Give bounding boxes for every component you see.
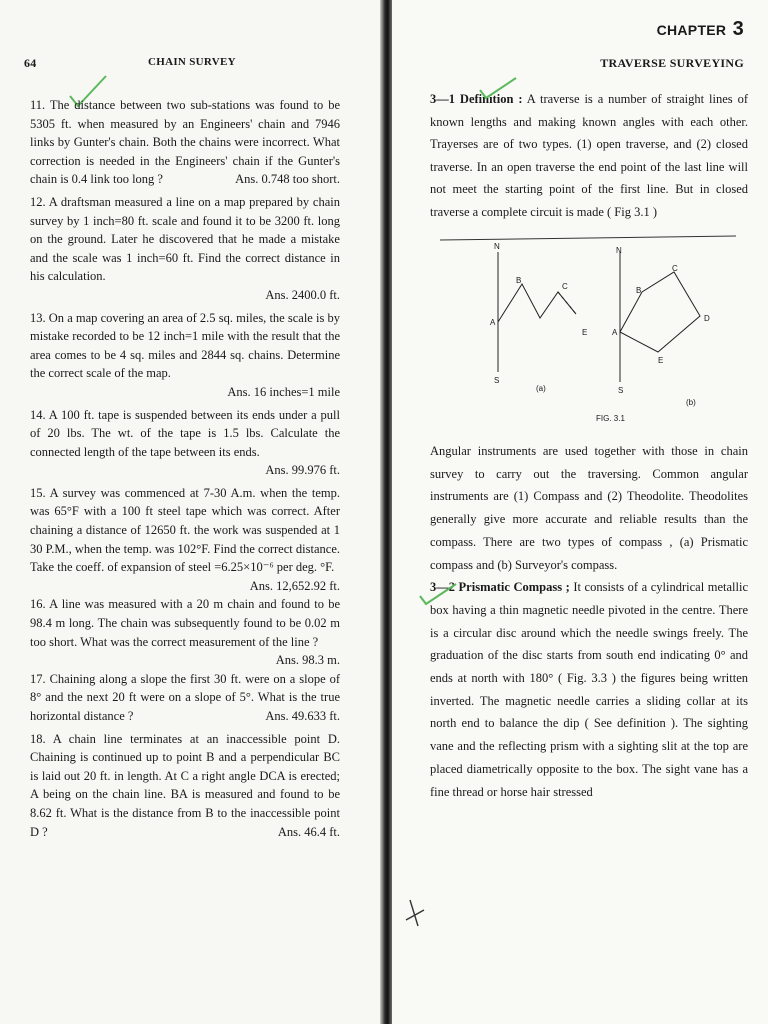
chapter-word: CHAPTER [656,22,727,38]
problem-answer: Ans. 2400.0 ft. [265,287,340,302]
problem-number: 15. [30,485,46,500]
fig-label: B [516,276,522,285]
problem-text: A chain line terminates at an inaccessible point D. Chaining is continued up to point B and a perpendicular BC is laid out 20 ft. in length. At C a right angle DCA is erected; A being on the chain line. BA is measured and found to be 8.62 ft. What is the distance from B to the inaccessible point D ? [30,731,340,839]
definition-text: A traverse is a number of straight lines of known lengths and making known angles with each other. Trayerses are of two types. (1) open traverse, and (2) closed traverse. In an open traverse the end point of the last line will not meet the starting point of the first line. But in closed traverse a complete circuit is made ( Fig 3.1 ) [430,92,748,219]
problem-number: 18. [30,731,46,746]
problem-text: A 100 ft. tape is suspended between its ends under a pull of 20 lbs. The wt. of the tape is 1.5 lbs. Calculate the connected length of the tape between its ends. [30,407,341,459]
problem-number: 11. [30,98,46,112]
prismatic-heading: 3—2 Prismatic Compass ; [430,580,570,595]
instruments-section [430,440,748,803]
running-head-right: TRAVERSE SURVEYING [600,56,744,70]
pen-scribble-icon [404,896,434,936]
problem-answer: Ans. 16 inches=1 mile [227,384,340,399]
running-head-left: CHAIN SURVEY [148,56,236,68]
fig-label: A [490,318,496,327]
fig-label: N [616,246,622,255]
problem-item [30,484,340,593]
problem-list [30,96,340,845]
problem-item [30,96,340,189]
fig-label: N [494,242,500,251]
prismatic-paragraph [430,576,748,803]
prismatic-text: It consists of a cylindrical metallic box having a thin magnetic needle pivoted in the centre. There is a circular disc around which the needle swings freely. The graduation of the disc starts from south end indicating 0° and ends at north with 180° ( Fig. 3.3 ) the figures being written inverted. The magnetic needle carries a sliding collar at its north end to balance the dip ( See definition ). The sighting vane and the reflecting prism with a sighting slit at the top are placed diametrically opposite to the box. The sight vane has a fine thread or horse hair stressed [430,580,748,799]
problem-item [30,193,340,305]
problem-number: 14. [30,407,46,422]
traverse-figure [436,232,748,432]
problem-number: 16. [30,597,46,612]
definition-heading: 3—1 Definition : [430,92,523,106]
problem-answer: Ans. 46.4 ft. [277,824,340,839]
problem-text: A draftsman measured a line on a map prepared by chain survey by 1 inch=80 ft. scale and found it to be 3200 ft. long on the ground. Later he discovered that he made a mistake and the scale was 1 inch=60 ft. Find the correct distance in his calculation. [30,194,340,284]
problem-text: A line was measured with a 20 m chain and found to be 98.4 m long. The chain was subsequently found to be 0.02 m too short. What was the correct measurement of the line ? [30,597,340,649]
fig-label: E [582,328,588,337]
problem-number: 17. [30,671,46,686]
problem-text: A survey was commenced at 7-30 A.m. when the temp. was 65°F with a 100 ft steel tape which was correct. After chaining a distance of 12650 ft. the work was suspended at 1 30 P.M., when the temp. was 102°F. Find the correct distance. Take the coeff. of expansion of steel =6.25×10⁻⁶ per deg. °F. [30,485,340,575]
fig-label: C [672,264,678,273]
problem-item [30,730,340,842]
problem-number: 13. [30,310,46,325]
fig-label: B [636,286,642,295]
figure-sub-b: (b) [686,398,696,407]
fig-label: D [704,314,710,323]
page-number: 64 [24,56,37,70]
pen-check-icon [478,76,518,100]
fig-label: S [618,386,624,395]
problem-item [30,406,340,480]
problem-text: Chaining along a slope the first 30 ft. were on a slope of 8° and the next 20 ft were on a slope of 5°. What is the true horizontal distance ? [30,671,341,723]
pen-check-icon [418,582,458,606]
problem-number: 12. [30,194,46,209]
problem-text: On a map covering an area of 2.5 sq. miles, the scale is by mistake recorded to be 12 inch=1 mile with the result that the area comes to be 4 sq. miles and 2844 sq. chains. Determine the correct scale of the map. [30,310,340,381]
chapter-label [657,18,744,41]
problem-item [30,309,340,402]
problem-item [30,595,340,668]
chapter-number: 3 [732,18,744,40]
problem-answer: Ans. 99.976 ft. [265,463,340,478]
figure-caption: FIG. 3.1 [596,414,625,423]
traverse-diagram [436,232,748,432]
closed-traverse-polygon [620,272,700,352]
problem-answer: Ans. 49.633 ft. [265,709,340,723]
angular-paragraph: Angular instruments are used together with those in chain survey to carry out the traversing. Common angular instruments are (1) Compass and (2) Theodolite. Theodolites generally give more accurate and reliable results than the compass. There are two types of compass , (a) Prismatic compass and (b) Surveyor's compass. [430,444,748,572]
figure-sub-a: (a) [536,384,546,393]
problem-answer: Ans. 12,652.92 ft. [249,578,340,593]
problem-item [30,670,340,726]
problem-answer: Ans. 0.748 too short. [235,172,340,187]
fig-label: E [658,356,664,365]
problem-text: The distance between two sub-stations was found to be 5305 ft. when measured by an Engineers' chain and 7946 links by Gunter's chain. Both the chains were incorrect. What correction is needed in the Engineers' chain if the Gunter's chain is 0.4 link too long ? [30,98,340,187]
definition-section [430,88,748,224]
fig-label: C [562,282,568,291]
fig-label: S [494,376,500,385]
problem-answer: Ans. 98.3 m. [275,653,340,668]
definition-paragraph [430,88,748,224]
fig-label: A [612,328,618,337]
pen-underline [440,236,736,240]
